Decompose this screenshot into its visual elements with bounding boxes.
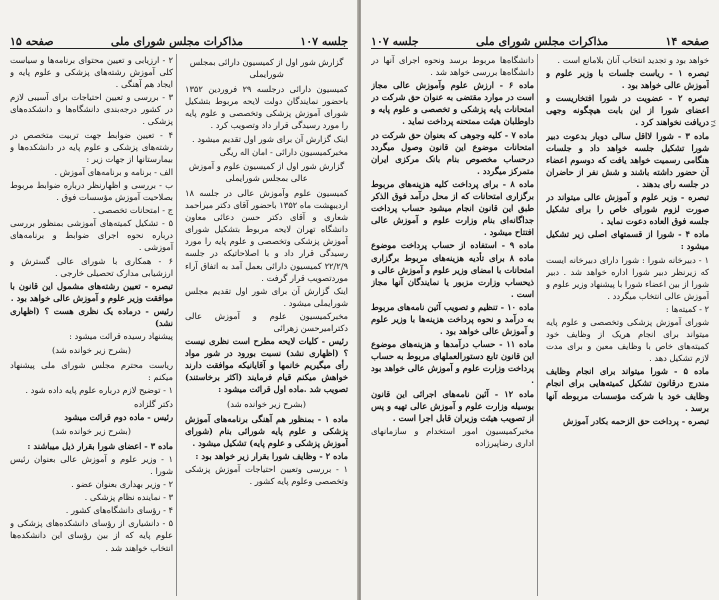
paragraph: ۵ - دانشیاری از رؤسای دانشکده‌های پزشکی و علوم پایه که از بین رؤسای این دانشکده‌ها انتخاب خواهند شد . — [10, 518, 173, 553]
paragraph: ۱ - دبیرخانه شورا : شورا دارای دبیرخانه ایست که زیرنظر دبیر شورا اداره خواهد شد . دبیر شورا از بین اعضاء شورا با پیشنهاد وزیر علوم و آموزش عالی انتخاب میگردد . — [546, 254, 709, 301]
paragraph: ماده ۷ - کلیه وجوهی که بعنوان حق شرکت در امتحانات موضوع این قانون وصول میگردد درحساب مخصوص بنام بانک مرکزی ایران متمرکز میگردد . — [371, 129, 535, 176]
paragraph: ۱ - وزیر علوم و آموزش عالی بعنوان رئیس شورا . — [10, 453, 173, 476]
paragraph: تبصره - تعیین رشته‌های مشمول این قانون با موافقت وزیر علوم و آموزش عالی خواهد بود . — [10, 280, 173, 303]
paragraph: ماده ۳ - شورا لااقل سالی دوبار بدعوت دبیر شورا تشکیل جلسه خواهد داد و جلسات هنگامی رسمیت خواهد یافت که دوسوم اعضاء آن حضور داشته باشند و شش نفر از حاضران در جلسه رای بدهند . — [546, 130, 709, 189]
left-page-label: صفحه ۱۵ — [10, 35, 54, 48]
paragraph: ماده ۳ - اعضای شورا بقرار ذیل میباشند : — [27, 440, 173, 451]
paragraph: الف - برنامه و برنامه‌های آموزش . — [54, 166, 173, 177]
paragraph: ۳ - نماینده نظام پزشکی . — [84, 492, 173, 503]
paragraph: ۳ - بررسی و تعیین احتیاجات برای آسیبی لازم در کشور درجه‌بندی دانشگاه‌ها و دانشکده‌های پزشکی . — [10, 92, 173, 127]
right-page-number: جلسه ۱۰۷ — [371, 35, 419, 48]
paragraph: اینک گزارش آن برای شور اول تقدیم مجلس شورایملی میشود . — [185, 285, 348, 308]
right-page-header — [371, 30, 709, 49]
paragraph: مخبرکمیسیون دارائی - امان اله ریگی — [219, 146, 348, 157]
paragraph: مخبرکمیسیون علوم و آموزش عالی دکترامیرحسن زهرائی — [185, 310, 348, 333]
right-page-columns — [371, 54, 709, 596]
paragraph: ماده ۱۱ - حساب درآمدها و هزینه‌های موضوع این قانون تابع دستورالعملهای مربوط به حساب پرداخت وزارت علوم و آموزش عالی خواهد بود . — [371, 339, 535, 386]
paragraph: ماده ۹ - استفاده از حساب پرداخت موضوع ماده ۸ برای تأدیه هزینه‌های مربوط برگزاری امتحانات با امضای وزیر علوم و آموزش عالی و ذیحساب وزارت مزبور یا نمایندگان آنها مجاز است . — [371, 240, 534, 299]
paragraph: رئیس - ماده دوم قرائت میشود — [64, 411, 173, 422]
paragraph: پیشنهاد رسیده قرائت میشود : — [69, 331, 173, 342]
paragraph: ۱ - توضیح لازم درباره علوم پایه داده شود . — [25, 385, 173, 396]
paragraph: ۵ - تشکیل کمیته‌های آموزشی بمنظور بررسی درباره نحوه اجرای ضوابط و برنامه‌های آموزشی . — [10, 218, 173, 253]
paragraph: گزارش شور اول از کمیسیون دارائی بمجلس شورایملی — [189, 57, 344, 80]
paragraph: تبصره - وزیر علوم و آموزش عالی میتواند در صورت لزوم شورای خاص را برای تشکیل جلسه فوق العاده دعوت نماید . — [546, 192, 709, 227]
left-page-column-left — [10, 54, 177, 596]
paragraph: مخبرکمیسیون امور استخدام و سازمانهای اداری رضاپیرزاده — [371, 425, 534, 448]
left-page-number: جلسه ۱۰۷ — [300, 35, 348, 48]
paragraph: ماده ۵ - شورا میتواند برای انجام وظایف مندرج درقانون تشکیل کمیته‌هایی برای انجام وظایف خود با شرکت مؤسسات مربوطه آنها برسد . — [546, 366, 709, 413]
paragraph: تبصره ۱ - ریاست جلسات با وزیر علوم و آموزش عالی خواهد بود . — [546, 68, 709, 91]
paragraph: کمیسیون علوم وآموزش عالی در جلسه ۱۸ اردیبهشت ماه ۱۳۵۲ باحضور آقای دکتر میراحمد شعارى و آقای دکتر حسن دعائی معاون دانشگاه تهران لایحه مربوط بتشکیل شورای آموزش پزشکی وتخصصی و علوم پایه را مورد رسیدگی قرار داد و با اصلاحاتیکه در جلسه ۲۲/۲/۹ کمیسیون دارائی بعمل آمد به اتفاق آراء موردتصویب قرار گرفت . — [185, 187, 348, 283]
right-page-column-left — [371, 54, 538, 596]
paragraph: ب - بررسی و اظهارنظر درباره ضوابط مربوط بصلاحیت آموزش مؤسسات فوق . — [10, 179, 173, 203]
paragraph: ۲ - وزیر بهداری بعنوان عضو . — [71, 479, 173, 490]
paragraph: دانشگاه‌ها مربوط برسد ونحوه اجرای آنها در دانشگاه‌ها بررسی خواهد شد . — [371, 55, 534, 78]
left-page-column-right — [185, 54, 348, 596]
left-page-title: مذاکرات مجلس شورای ملی — [110, 35, 244, 48]
left-page-columns — [10, 54, 348, 596]
paragraph: خواهد بود و تجدید انتخاب آنان بلامانع است . — [557, 55, 709, 65]
paragraph: اینک گزارش آن برای شور اول تقدیم میشود . — [192, 133, 348, 144]
paragraph: ماده ۴ - شورا از قسمتهای اصلی زیر تشکیل میشود : — [546, 229, 709, 252]
paragraph: ریاست محترم مجلس شورای ملی پیشنهاد میکنم : — [10, 360, 173, 383]
paragraph: ۲ - ارزیابی و تعیین محتوای برنامه‌ها و سیاست کلی آموزش رشته‌های پزشکی و علوم پایه و ایجاد هم آهنگی . — [10, 55, 173, 90]
paragraph: رئیس - درماده یک نظری هست ؟ (اظهاری نشد) — [10, 305, 173, 328]
paragraph: (بشرح زیر خوانده شد) — [52, 425, 131, 436]
right-page-title: مذاکرات مجلس شورای ملی — [476, 35, 609, 48]
paragraph: دکتر گلزاده — [134, 398, 173, 409]
paragraph: ماده ۱۲ - آئین نامه‌های اجرائی این قانون بوسیله وزارت علوم و آموزش عالی تهیه و پس از تصویب هیئت وزیران قابل اجرا است . — [371, 388, 534, 423]
paragraph: شورای آموزش پزشکی وتخصصی و علوم پایه میتواند برای انجام هریک از وظایف خود کمیته‌های خاص با وظایف معین و برای مدت لازم تشکیل دهد . — [546, 316, 709, 364]
right-page-column-right — [546, 54, 709, 596]
paragraph: رئیس - کلیات لایحه مطرح است نظری نیست ؟ (اظهاری نشد) نسبت بورود در شور مواد رأی میگیریم خانمها و آقایانیکه موافقت دارند خواهش میکنم قیام فرمایند (اکثر برخاستند) تصویب شد .ماده اول قرائت میشود : — [185, 336, 348, 395]
paragraph: کمیسیون دارائی درجلسه ۲۹ فروردین ۱۳۵۲ باحضور نمایندگان دولت لایحه مربوط بتشکیل شورای آموزش پزشکی وتخصصی و علوم پایه را مورد رسیدگی قرار داد وتصویب کرد . — [185, 84, 348, 131]
paragraph: ماده ۸ - برای پرداخت کلیه هزینه‌های مربوط برگزاری امتحانات که از محل درآمد فوق الذکر طبق این قانون انجام میشود حساب پرداخت جداگانه‌ای بنام وزارت علوم و آموزش عالی افتتاح میشود . — [371, 178, 534, 238]
paragraph: ۴ - تعیین ضوابط جهت تربیت متخصص در رشته‌های پزشکی و علوم پایه در دانشکده‌ها و بیمارستانها از جهات زیر : — [10, 129, 173, 164]
paragraph: ۴ - رؤسای دانشگاه‌های کشور . — [65, 505, 173, 516]
paragraph: ماده ۱۰ - تنظیم و تصویب آئین نامه‌های مربوط به درآمد و نحوه پرداخت هزینه‌ها با وزیر علوم و آموزش عالی خواهد بود . — [371, 301, 534, 337]
paragraph: ماده ۶ - ارزش علوم وآموزش عالی مجاز است در موارد مقتضی به عنوان حق شرکت در امتحانات پایه پزشکی و تخصصی و علوم پایه و داوطلبان هیئت ممتحنه پرداخت نماید . — [371, 80, 535, 127]
paragraph: ماده ۲ - وظایف شورا بقرار زیر خواهد بود : — [195, 450, 348, 461]
left-page — [0, 0, 358, 600]
paragraph: گزارش شور اول از کمیسیون علوم و آموزش عالی بمجلس شورایملی — [188, 160, 345, 183]
paragraph: تبصره - پرداخت حق الزحمه بکادر آموزش — [563, 415, 709, 426]
right-page — [361, 0, 719, 600]
left-page-header — [10, 30, 348, 49]
paragraph: (بشرح زیر خوانده شد) — [227, 398, 306, 409]
paragraph: (بشرح زیر خوانده شد) — [52, 345, 131, 356]
paragraph: ۱ - بررسی وتعیین احتیاجات آموزش پزشکی وتخصصی وعلوم پایه کشور . — [185, 464, 348, 487]
margin-stamp: ۲۸ — [709, 120, 717, 128]
right-page-label: صفحه ۱۴ — [665, 35, 709, 48]
paragraph: ج - امتحانات تخصصی . — [92, 205, 173, 216]
paragraph: تبصره ۲ - عضویت در شورا افتخاریست و اعضای شورا از این بابت هیچگونه وجهی دریافت نخواهند کرد . — [546, 93, 709, 128]
paragraph: ۶ - همکاری با شورای عالی گسترش و ارزشیابی مدارک تحصیلی خارجی . — [10, 255, 173, 278]
paragraph: ۲ - کمیته‌ها : — [665, 303, 709, 314]
paragraph: ماده ۱ - بمنظور هم آهنگی برنامه‌های آموزش پزشکی و علوم پایه شورائی بنام (شورای آموزش پزشکی و علوم پایه) تشکیل میشود . — [185, 413, 348, 448]
